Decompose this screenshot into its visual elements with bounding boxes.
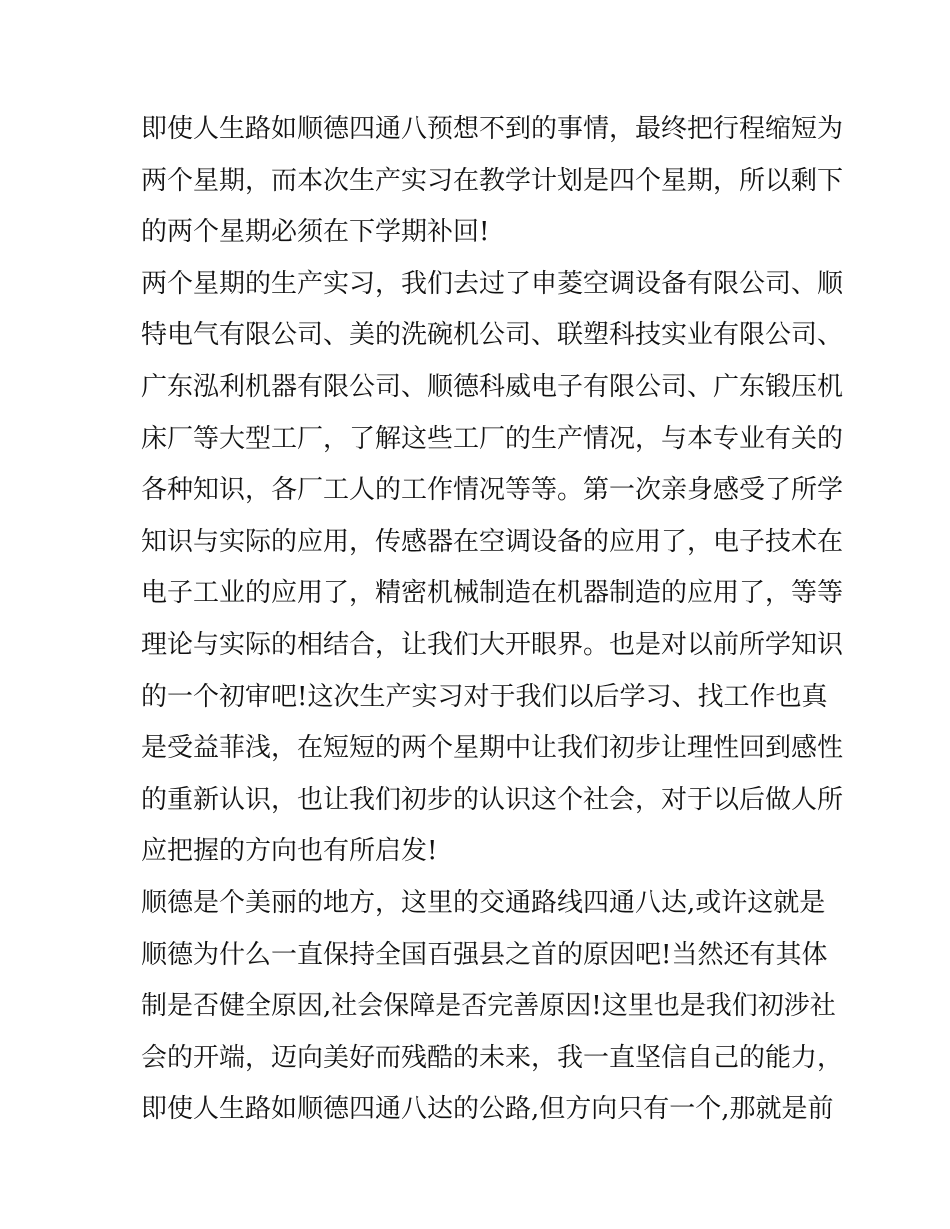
text-line: 应把握的方向也有所启发! xyxy=(141,836,438,867)
text-line: 特电气有限公司、美的洗碗机公司、联塑科技实业有限公司、 xyxy=(141,320,844,351)
text-line: 两个星期，而本次生产实习在教学计划是四个星期，所以剩下 xyxy=(141,165,844,196)
text-line: 两个星期的生产实习，我们去过了申菱空调设备有限公司、顺 xyxy=(141,268,844,299)
text-line: 顺德为什么一直保持全国百强县之首的原因吧!当然还有其体 xyxy=(141,939,828,970)
text-line: 理论与实际的相结合，让我们大开眼界。也是对以前所学知识 xyxy=(141,629,844,660)
text-line: 知识与实际的应用，传感器在空调设备的应用了，电子技术在 xyxy=(141,526,844,557)
text-line: 各种知识，各厂工人的工作情况等等。第一次亲身感受了所学 xyxy=(141,475,844,506)
text-line: 电子工业的应用了，精密机械制造在机器制造的应用了，等等 xyxy=(141,578,844,609)
text-line: 广东泓利机器有限公司、顺德科威电子有限公司、广东锻压机 xyxy=(141,371,844,402)
text-line: 的一个初审吧!这次生产实习对于我们以后学习、找工作也真 xyxy=(141,681,828,712)
text-line: 制是否健全原因,社会保障是否完善原因!这里也是我们初涉社 xyxy=(141,991,836,1022)
text-line: 顺德是个美丽的地方，这里的交通路线四通八达,或许这就是 xyxy=(141,887,826,918)
text-line: 即使人生路如顺德四通八达的公路,但方向只有一个,那就是前 xyxy=(141,1094,834,1125)
text-line: 的重新认识，也让我们初步的认识这个社会，对于以后做人所 xyxy=(141,784,844,815)
text-line: 床厂等大型工厂，了解这些工厂的生产情况，与本专业有关的 xyxy=(141,423,844,454)
document-body xyxy=(141,104,844,1136)
text-line: 会的开端，迈向美好而残酷的未来，我一直坚信自己的能力， xyxy=(141,1042,844,1073)
text-line: 是受益菲浅，在短短的两个星期中让我们初步让理性回到感性 xyxy=(141,733,844,764)
text-line: 的两个星期必须在下学期补回! xyxy=(141,217,490,248)
text-line: 即使人生路如顺德四通八预想不到的事情，最终把行程缩短为 xyxy=(141,114,844,144)
